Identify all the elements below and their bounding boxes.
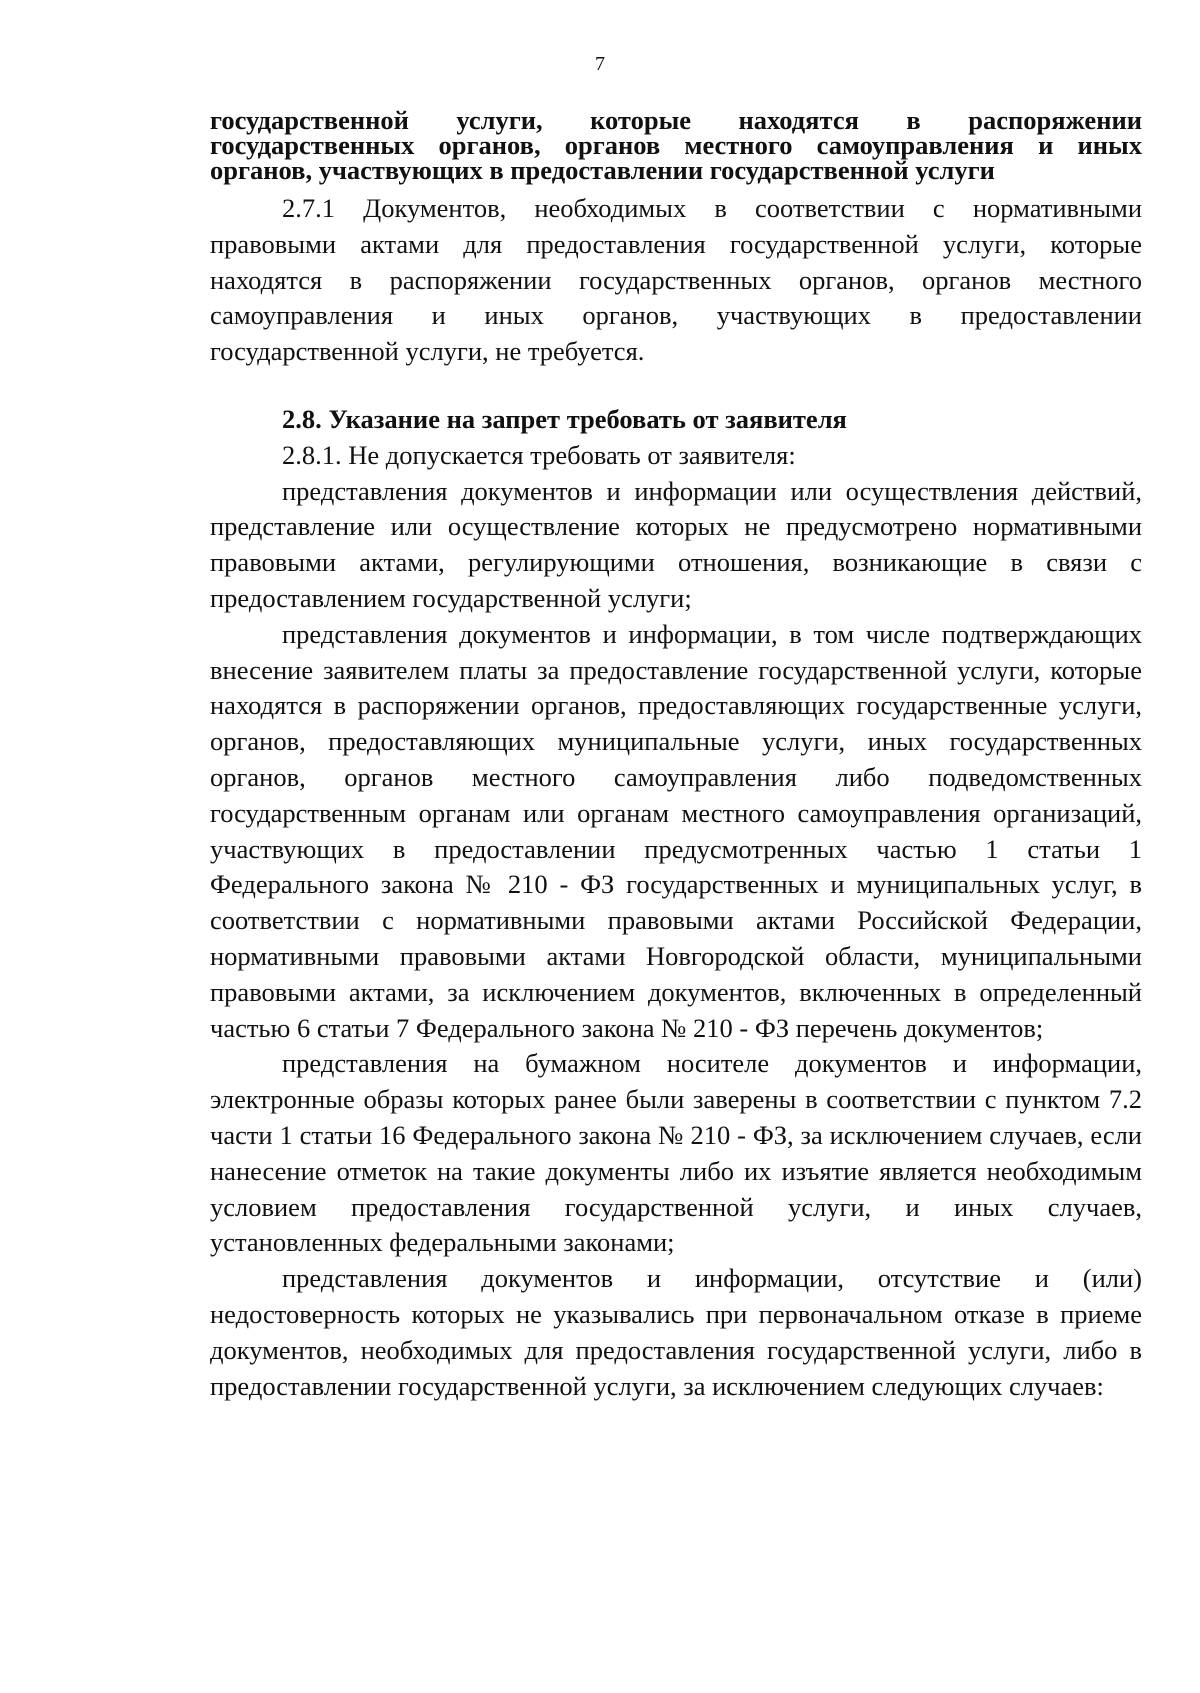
spacer (210, 370, 1142, 402)
section-2-7-heading-continuation: государственной услуги, которые находятся в распоряжении государственных органов, органов местного самоуправления и иных органов, участвующих в предоставлении государственной услуги (210, 105, 1142, 185)
section-2-8-title: 2.8. Указание на запрет требовать от заявителя (282, 403, 847, 434)
paragraph-2-8-1-intro: 2.8.1. Не допускается требовать от заявителя: (282, 439, 796, 470)
paragraph-2-8-1-item-1: представления документов и информации или осуществления действий, представление или осуществление которых не предусмотрено нормативными правовыми актами, регулирующими отношения, возникающие в связи с предоставлением государственной услуги; (210, 475, 1142, 613)
page-number: 7 (595, 53, 605, 75)
paragraph-2-8-1-item-3: представления на бумажном носителе документов и информации, электронные образы которых ранее были заверены в соответствии с пунктом 7.2 части 1 статьи 16 Федерального закона № 210 - ФЗ, за исключением случаев, если нанесение отметок на такие документы либо их изъятие является необходимым условием предоставления государственной услуги, и иных случаев, установленных федеральными законами; (210, 1048, 1142, 1258)
paragraph-2-8-1-item-2: представления документов и информации, в том числе подтверждающих внесение заявителем платы за предоставление государственной услуги, которые находятся в распоряжении органов, предоставляющих государственные услуги, органов, предоставляющих муниципальные услуги, иных государственных органов, органов местного самоуправления либо подведомственных государственным органам или органам местного самоуправления организаций, участвующих в предоставлении предусмотренных частью 1 статьи 1 Федерального закона № 210 - ФЗ государственных и муниципальных услуг, в соответствии с нормативными правовыми актами Российской Федерации, нормативными правовыми актами Новгородской области, муниципальными правовыми актами, за исключением документов, включенных в определенный частью 6 статьи 7 Федерального закона № 210 - ФЗ перечень документов; (210, 618, 1142, 1043)
paragraph-2-7-1: 2.7.1 Документов, необходимых в соответствии с нормативными правовыми актами для предоставления государственной услуги, которые находятся в распоряжении государственных органов, органов местного самоуправления и иных органов, участвующих в предоставлении государственной услуги, не требуется. (210, 193, 1142, 367)
paragraph-2-8-1-item-4: представления документов и информации, отсутствие и (или) недостоверность которых не указывались при первоначальном отказе в приеме документов, необходимых для предоставления государственной услуги, либо в предоставлении государственной услуги, за исключением следующих случаев: (210, 1263, 1142, 1401)
page-content (210, 105, 1142, 1404)
